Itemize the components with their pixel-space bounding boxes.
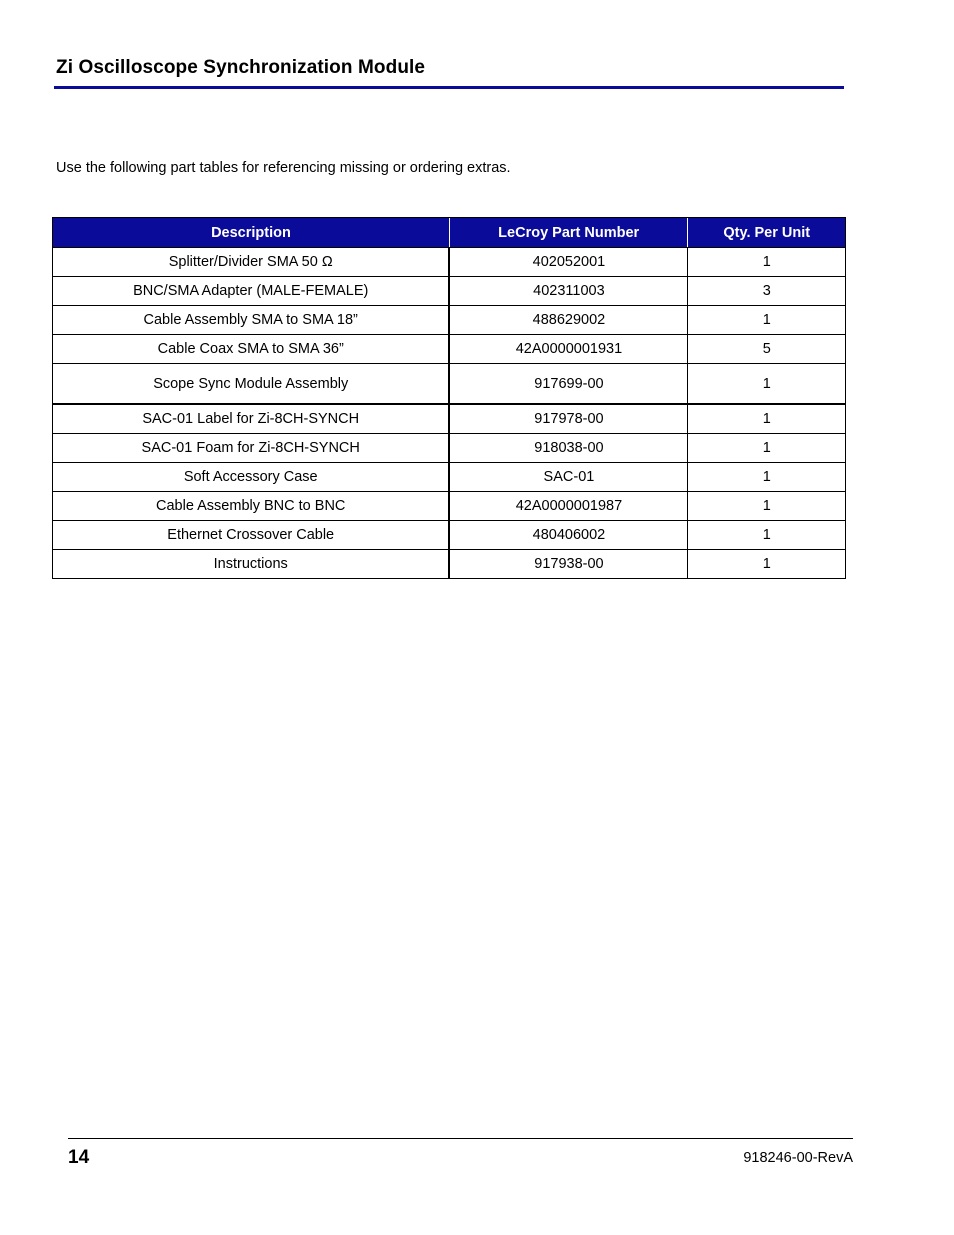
table-row <box>53 521 846 550</box>
cell-description: Ethernet Crossover Cable <box>53 521 450 550</box>
cell-part-number: 488629002 <box>449 306 688 335</box>
table-row <box>53 550 846 579</box>
cell-qty: 1 <box>688 404 846 434</box>
table-row <box>53 277 846 306</box>
header-rule <box>54 86 844 89</box>
document-id: 918246-00-RevA <box>743 1150 853 1166</box>
table-row <box>53 463 846 492</box>
cell-description: Cable Assembly BNC to BNC <box>53 492 450 521</box>
cell-description: Cable Coax SMA to SMA 36” <box>53 335 450 364</box>
cell-description: Scope Sync Module Assembly <box>53 364 450 405</box>
table-row <box>53 306 846 335</box>
cell-qty: 1 <box>688 492 846 521</box>
parts-table <box>52 217 846 579</box>
table-row <box>53 404 846 434</box>
cell-qty: 3 <box>688 277 846 306</box>
intro-paragraph: Use the following part tables for referencing missing or ordering extras. <box>56 160 511 176</box>
table-header-row <box>53 218 846 248</box>
cell-part-number: 42A0000001931 <box>449 335 688 364</box>
table-row <box>53 248 846 277</box>
cell-part-number: 402052001 <box>449 248 688 277</box>
table-row <box>53 434 846 463</box>
table-row <box>53 335 846 364</box>
table-row <box>53 492 846 521</box>
column-header-qty: Qty. Per Unit <box>688 218 846 248</box>
cell-description: SAC-01 Foam for Zi-8CH-SYNCH <box>53 434 450 463</box>
cell-description: BNC/SMA Adapter (MALE-FEMALE) <box>53 277 450 306</box>
cell-part-number: 402311003 <box>449 277 688 306</box>
cell-qty: 1 <box>688 521 846 550</box>
cell-qty: 1 <box>688 248 846 277</box>
cell-description: SAC-01 Label for Zi-8CH-SYNCH <box>53 404 450 434</box>
page-header-title: Zi Oscilloscope Synchronization Module <box>56 57 426 78</box>
cell-part-number: 480406002 <box>449 521 688 550</box>
cell-part-number: 42A0000001987 <box>449 492 688 521</box>
cell-description: Cable Assembly SMA to SMA 18” <box>53 306 450 335</box>
cell-qty: 5 <box>688 335 846 364</box>
cell-qty: 1 <box>688 306 846 335</box>
cell-part-number: 917699-00 <box>449 364 688 405</box>
table-row <box>53 364 846 405</box>
cell-part-number: 917978-00 <box>449 404 688 434</box>
cell-part-number: 918038-00 <box>449 434 688 463</box>
column-header-description: Description <box>53 218 450 248</box>
cell-qty: 1 <box>688 463 846 492</box>
cell-description: Soft Accessory Case <box>53 463 450 492</box>
footer-rule <box>68 1138 853 1139</box>
page-number: 14 <box>68 1147 90 1168</box>
cell-part-number: SAC-01 <box>449 463 688 492</box>
cell-qty: 1 <box>688 364 846 405</box>
cell-qty: 1 <box>688 550 846 579</box>
column-header-part-number: LeCroy Part Number <box>449 218 688 248</box>
cell-qty: 1 <box>688 434 846 463</box>
cell-part-number: 917938-00 <box>449 550 688 579</box>
cell-description: Instructions <box>53 550 450 579</box>
cell-description: Splitter/Divider SMA 50 Ω <box>53 248 450 277</box>
